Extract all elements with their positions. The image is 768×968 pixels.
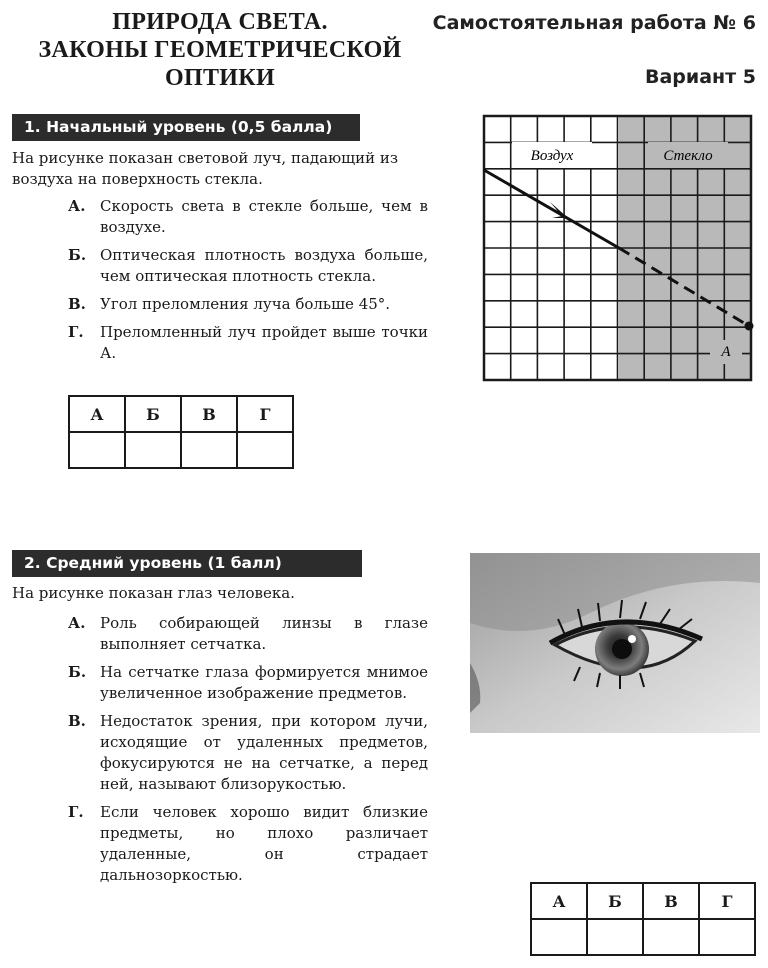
work-number: Самостоятельная работа № 6: [432, 12, 756, 34]
page-title: [20, 8, 420, 92]
option-text: Оптическая плотность воздуха больше, чем оптическая плотность стекла.: [100, 246, 428, 285]
answer-cell[interactable]: [237, 432, 293, 468]
eye-highlight: [628, 635, 636, 643]
answer-header: В: [643, 883, 699, 919]
section1-answer-table: [68, 395, 294, 469]
eye-photo: [470, 553, 760, 733]
option-label: В.: [68, 712, 86, 730]
option-label: А.: [68, 614, 86, 632]
section2-options: [68, 613, 428, 893]
answer-cell[interactable]: [181, 432, 237, 468]
glass-label: Стекло: [663, 148, 713, 164]
answer-header: Г: [237, 396, 293, 432]
section1-intro: На рисунке показан световой луч, падающий из воздуха на поверхность стекла.: [12, 149, 399, 188]
option-a: [68, 196, 428, 238]
option-v: [68, 294, 428, 315]
answer-cell[interactable]: [69, 432, 125, 468]
option-text: Недостаток зрения, при котором лучи, исходящие от удаленных предметов, фокусируются не на сетчатке, а перед ней, называют близорукостью.: [100, 712, 428, 793]
section1-options: [68, 196, 428, 371]
section2-answer-table: [530, 882, 756, 956]
option-text: На сетчатке глаза формируется мнимое увеличенное изображение предметов.: [100, 663, 428, 702]
refraction-figure: [482, 114, 754, 384]
option-text: Если человек хорошо видит близкие предметы, но плохо различает удаленные, он страдает дальнозоркостью.: [100, 803, 428, 884]
option-v: [68, 711, 428, 795]
section2-heading: 2. Средний уровень (1 балл): [12, 550, 362, 577]
option-label: Б.: [68, 246, 87, 264]
option-g: [68, 322, 428, 364]
option-a: [68, 613, 428, 655]
point-a-marker: [745, 322, 754, 331]
option-text: Преломленный луч пройдет выше точки А.: [100, 323, 428, 362]
variant-number: Вариант 5: [644, 66, 756, 88]
answer-header: А: [69, 396, 125, 432]
option-text: Угол преломления луча больше 45°.: [100, 295, 391, 313]
option-g: [68, 802, 428, 886]
title-line: ЗАКОНЫ ГЕОМЕТРИЧЕСКОЙ: [38, 37, 402, 63]
option-text: Скорость света в стекле больше, чем в воздухе.: [100, 197, 428, 236]
title-line: ОПТИКИ: [165, 65, 275, 91]
answer-cell[interactable]: [531, 919, 587, 955]
option-label: Г.: [68, 803, 84, 821]
answer-header: Б: [125, 396, 181, 432]
point-label: А: [721, 344, 731, 360]
answer-cell[interactable]: [587, 919, 643, 955]
pupil: [612, 639, 632, 659]
option-label: Б.: [68, 663, 87, 681]
air-label: Воздух: [530, 148, 574, 164]
answer-header: А: [531, 883, 587, 919]
section2-intro: На рисунке показан глаз человека.: [12, 584, 295, 602]
option-label: Г.: [68, 323, 84, 341]
option-b: [68, 245, 428, 287]
option-label: А.: [68, 197, 86, 215]
answer-header: В: [181, 396, 237, 432]
option-text: Роль собирающей линзы в глазе выполняет сетчатка.: [100, 614, 428, 653]
answer-header: Г: [699, 883, 755, 919]
answer-cell[interactable]: [125, 432, 181, 468]
answer-cell[interactable]: [643, 919, 699, 955]
answer-cell[interactable]: [699, 919, 755, 955]
answer-header: Б: [587, 883, 643, 919]
option-b: [68, 662, 428, 704]
title-line: ПРИРОДА СВЕТА.: [112, 9, 328, 35]
option-label: В.: [68, 295, 86, 313]
section1-heading: 1. Начальный уровень (0,5 балла): [12, 114, 360, 141]
